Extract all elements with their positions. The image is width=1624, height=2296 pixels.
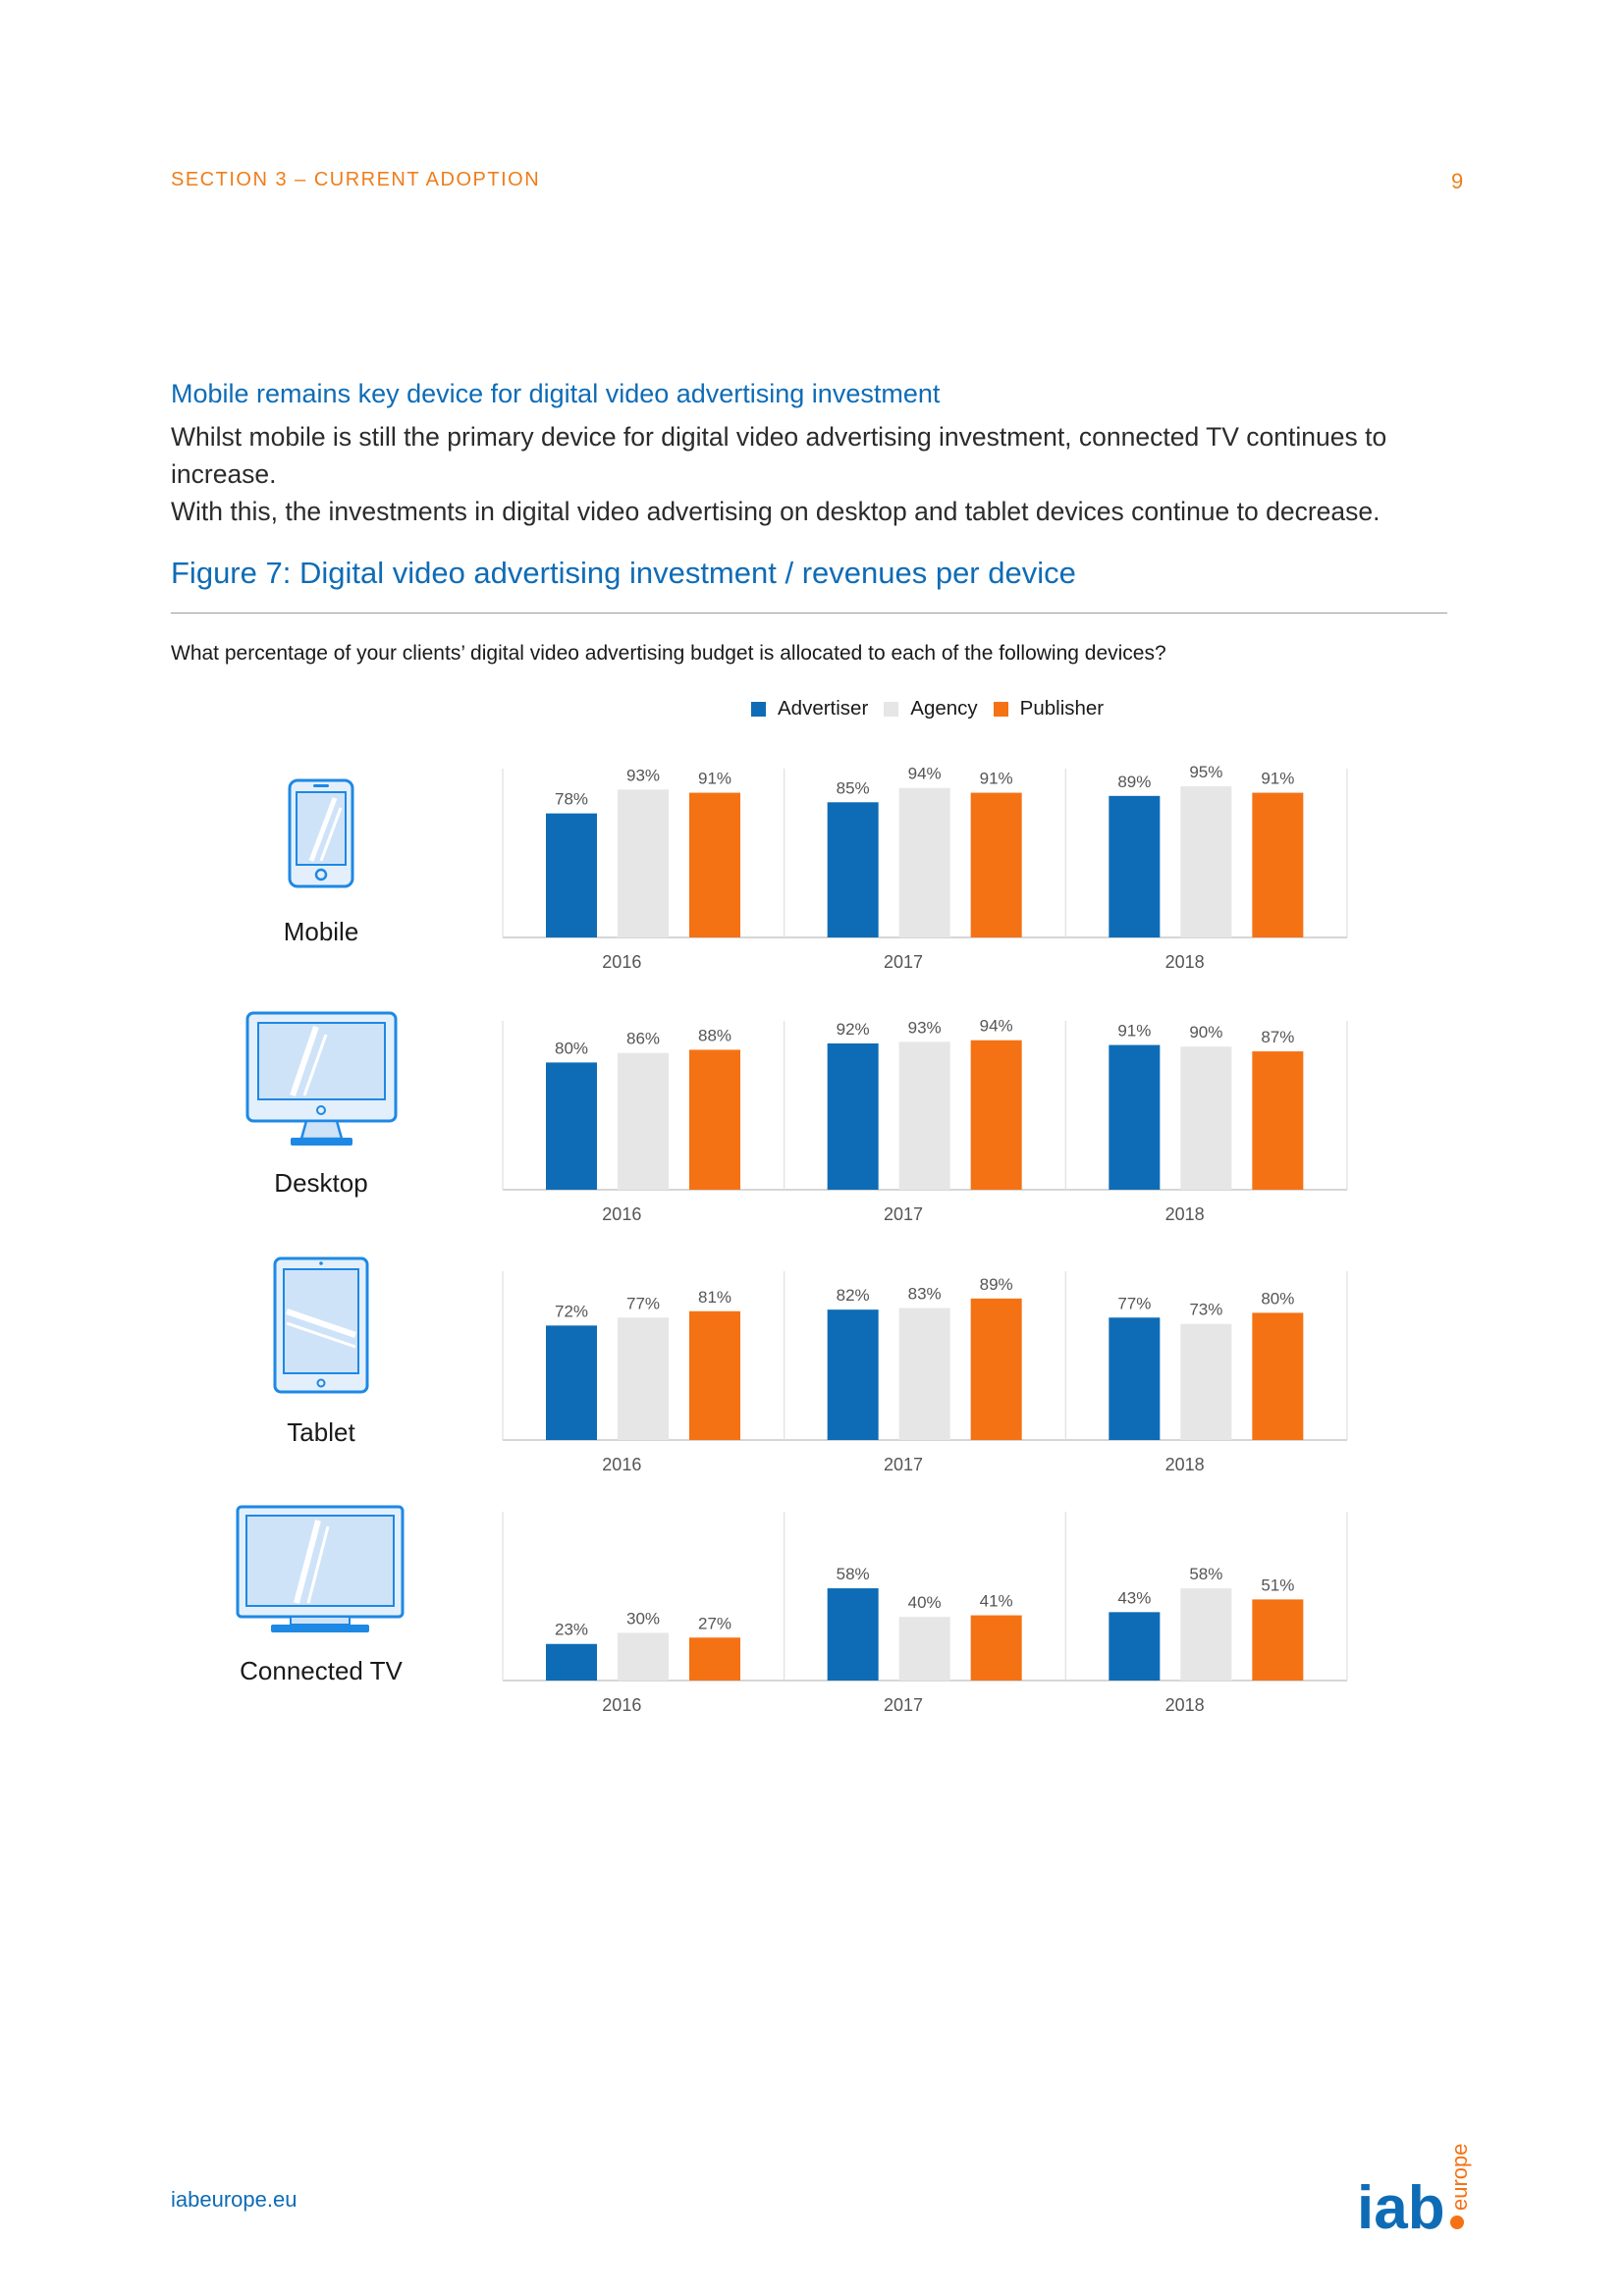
- x-tick-label-connected-tv-2018: 2018: [1164, 1695, 1205, 1715]
- x-tick-label-mobile-2018: 2018: [1164, 952, 1205, 972]
- intro-heading: Mobile remains key device for digital video advertising investment: [171, 379, 941, 408]
- data-label-mobile-2017-advertiser: 85%: [836, 778, 870, 798]
- figure-question: What percentage of your clients’ digital video advertising budget is allocated to each of the following devices?: [171, 642, 1166, 665]
- bar-connected-tv-2016-advertiser: [546, 1644, 597, 1681]
- data-label-connected-tv-2016-agency: 30%: [625, 1609, 661, 1629]
- device-label-desktop: Desktop: [274, 1168, 368, 1198]
- data-label-desktop-2016-publisher: 88%: [697, 1026, 732, 1045]
- x-tick-label-tablet-2016: 2016: [602, 1455, 642, 1474]
- bar-tablet-2016-agency: [618, 1317, 669, 1440]
- data-label-tablet-2017-advertiser: 82%: [836, 1286, 870, 1306]
- intro-body-line-2: With this, the investments in digital video advertising on desktop and tablet devices continue to decrease.: [171, 497, 1380, 526]
- device-label-connected-tv: Connected TV: [240, 1656, 403, 1685]
- data-label-mobile-2018-agency: 95%: [1189, 763, 1223, 782]
- data-label-mobile-2017-publisher: 91%: [979, 769, 1013, 788]
- data-label-tablet-2017-agency: 83%: [907, 1284, 942, 1304]
- data-label-connected-tv-2017-advertiser: 58%: [836, 1565, 870, 1584]
- bar-mobile-2016-agency: [618, 789, 669, 937]
- data-label-connected-tv-2017-publisher: 41%: [979, 1591, 1013, 1611]
- bar-mobile-2018-publisher: [1252, 793, 1303, 937]
- bar-mobile-2016-publisher: [689, 793, 740, 937]
- x-tick-label-mobile-2017: 2017: [883, 952, 924, 972]
- bar-tablet-2018-publisher: [1252, 1312, 1303, 1440]
- page-number: 9: [1451, 169, 1464, 193]
- logo-europe-text: europe: [1447, 2143, 1472, 2211]
- bar-tablet-2017-agency: [899, 1308, 950, 1440]
- x-tick-label-mobile-2016: 2016: [602, 952, 642, 972]
- data-label-desktop-2017-agency: 93%: [907, 1018, 942, 1038]
- bar-desktop-2016-agency: [618, 1053, 669, 1190]
- bar-mobile-2018-agency: [1180, 786, 1231, 937]
- data-label-mobile-2018-publisher: 91%: [1261, 769, 1295, 788]
- bar-mobile-2017-publisher: [971, 793, 1022, 937]
- bar-mobile-2017-advertiser: [828, 802, 879, 937]
- intro-body-line-1: Whilst mobile is still the primary device for digital video advertising investment, connected TV continues to increase.: [171, 422, 1387, 489]
- x-tick-label-desktop-2016: 2016: [602, 1204, 642, 1224]
- data-label-mobile-2016-publisher: 91%: [697, 769, 732, 788]
- bar-connected-tv-2017-advertiser: [828, 1588, 879, 1681]
- footer-website-link[interactable]: iabeurope.eu: [171, 2187, 298, 2212]
- data-label-mobile-2016-advertiser: 78%: [554, 789, 589, 809]
- bar-mobile-2016-advertiser: [546, 814, 597, 937]
- bar-connected-tv-2018-agency: [1180, 1588, 1231, 1681]
- data-label-tablet-2017-publisher: 89%: [979, 1274, 1013, 1294]
- data-label-connected-tv-2018-publisher: 51%: [1261, 1575, 1295, 1595]
- data-label-connected-tv-2017-agency: 40%: [907, 1593, 942, 1613]
- bar-desktop-2016-publisher: [689, 1049, 740, 1190]
- iab-europe-logo: [1355, 2130, 1473, 2238]
- data-label-mobile-2017-agency: 94%: [907, 764, 942, 783]
- data-label-connected-tv-2016-advertiser: 23%: [554, 1620, 589, 1639]
- figure-title: Figure 7: Digital video advertising investment / revenues per device: [171, 556, 1076, 590]
- bar-tablet-2016-publisher: [689, 1311, 740, 1440]
- x-tick-label-connected-tv-2017: 2017: [883, 1695, 924, 1715]
- section-label: SECTION 3 – CURRENT ADOPTION: [171, 169, 541, 190]
- bar-connected-tv-2017-agency: [899, 1617, 950, 1681]
- data-label-desktop-2016-advertiser: 80%: [554, 1039, 589, 1058]
- data-label-desktop-2017-publisher: 94%: [979, 1016, 1013, 1036]
- bar-connected-tv-2016-agency: [618, 1632, 669, 1681]
- data-label-mobile-2016-agency: 93%: [625, 766, 661, 785]
- x-tick-label-desktop-2017: 2017: [883, 1204, 924, 1224]
- bar-connected-tv-2018-publisher: [1252, 1599, 1303, 1681]
- bar-tablet-2016-advertiser: [546, 1325, 597, 1440]
- bar-desktop-2018-agency: [1180, 1046, 1231, 1190]
- data-label-tablet-2016-agency: 77%: [625, 1294, 661, 1313]
- bar-mobile-2017-agency: [899, 788, 950, 937]
- data-label-connected-tv-2018-agency: 58%: [1189, 1565, 1223, 1584]
- bar-tablet-2017-publisher: [971, 1299, 1022, 1440]
- bar-desktop-2018-advertiser: [1109, 1045, 1160, 1190]
- bar-desktop-2017-agency: [899, 1041, 950, 1190]
- legend-label-advertiser: Advertiser: [778, 697, 869, 720]
- bar-connected-tv-2018-advertiser: [1109, 1612, 1160, 1681]
- data-label-connected-tv-2018-advertiser: 43%: [1117, 1588, 1152, 1608]
- data-label-tablet-2016-advertiser: 72%: [554, 1302, 589, 1321]
- x-tick-label-tablet-2017: 2017: [883, 1455, 924, 1474]
- data-label-tablet-2018-advertiser: 77%: [1117, 1294, 1152, 1313]
- x-tick-label-tablet-2018: 2018: [1164, 1455, 1205, 1474]
- legend-label-publisher: Publisher: [1019, 697, 1105, 720]
- bar-connected-tv-2017-publisher: [971, 1616, 1022, 1681]
- x-tick-label-desktop-2018: 2018: [1164, 1204, 1205, 1224]
- device-label-mobile: Mobile: [283, 917, 359, 946]
- data-label-tablet-2018-agency: 73%: [1189, 1300, 1223, 1319]
- bar-tablet-2017-advertiser: [828, 1309, 879, 1440]
- bar-tablet-2018-advertiser: [1109, 1317, 1160, 1440]
- data-label-desktop-2017-advertiser: 92%: [836, 1019, 870, 1039]
- bar-desktop-2016-advertiser: [546, 1062, 597, 1190]
- bar-desktop-2017-advertiser: [828, 1043, 879, 1190]
- device-label-tablet: Tablet: [287, 1417, 355, 1447]
- data-label-mobile-2018-advertiser: 89%: [1117, 772, 1152, 791]
- x-tick-label-connected-tv-2016: 2016: [602, 1695, 642, 1715]
- legend-label-agency: Agency: [910, 697, 978, 720]
- bar-tablet-2018-agency: [1180, 1324, 1231, 1440]
- bar-mobile-2018-advertiser: [1109, 796, 1160, 937]
- bar-desktop-2017-publisher: [971, 1041, 1022, 1190]
- bar-desktop-2018-publisher: [1252, 1051, 1303, 1190]
- data-label-connected-tv-2016-publisher: 27%: [697, 1614, 732, 1633]
- data-label-tablet-2016-publisher: 81%: [697, 1287, 732, 1307]
- bar-connected-tv-2016-publisher: [689, 1637, 740, 1681]
- data-label-tablet-2018-publisher: 80%: [1261, 1289, 1295, 1308]
- logo-iab-text: iab: [1357, 2174, 1445, 2238]
- data-label-desktop-2018-agency: 90%: [1189, 1023, 1223, 1042]
- data-label-desktop-2018-publisher: 87%: [1261, 1028, 1295, 1047]
- data-label-desktop-2016-agency: 86%: [625, 1029, 661, 1048]
- data-label-desktop-2018-advertiser: 91%: [1117, 1021, 1152, 1041]
